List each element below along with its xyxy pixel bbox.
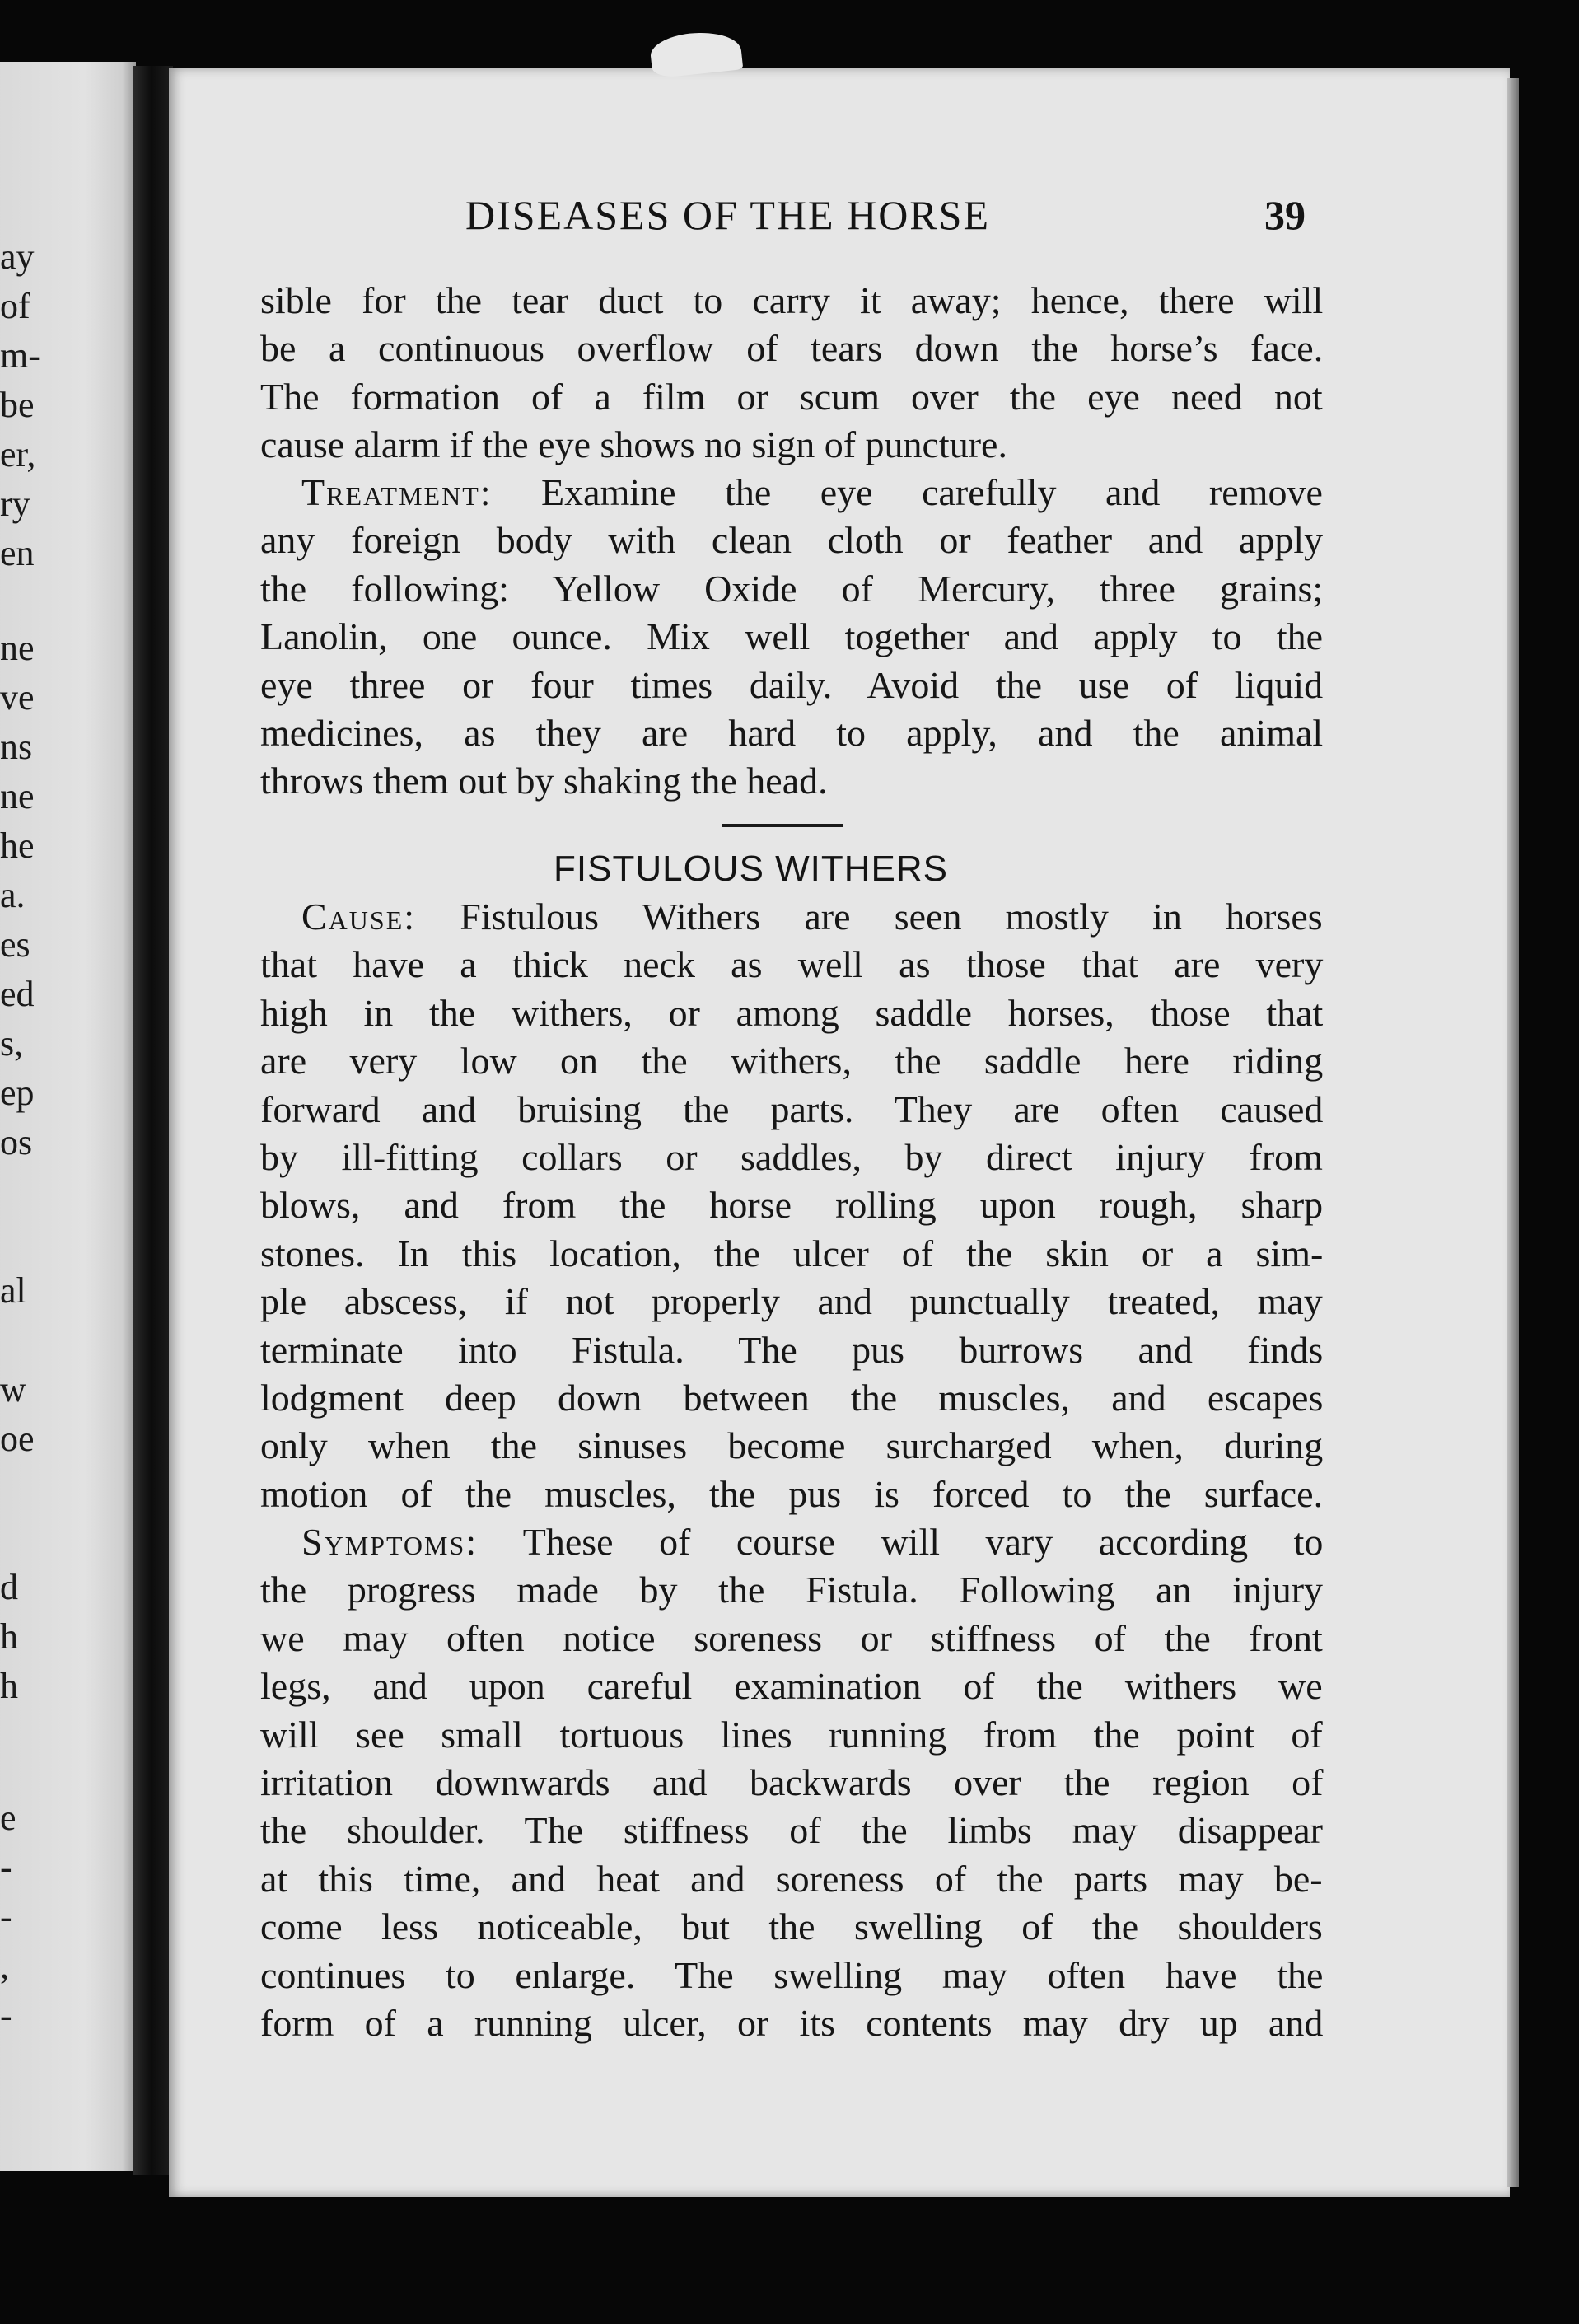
left-page-fragment: ep (0, 1073, 35, 1113)
cause-line: only when the sinuses become surcharged when, during (260, 1424, 1324, 1467)
cause-first-line-label: Cause: (301, 895, 417, 938)
left-page-fragment: ed (0, 974, 35, 1014)
paragraph-line: be a continuous overflow of tears down the horse’s face. (260, 327, 1324, 370)
symptoms-line: we may often notice soreness or stiffness of the front (260, 1616, 1323, 1659)
treatment-line: eye three or four times daily. Avoid the use of liquid (260, 663, 1324, 706)
left-page-fragment: ry (0, 484, 30, 524)
book-gutter (133, 66, 173, 2175)
left-page-fragment: h (0, 1666, 18, 1706)
running-title: DISEASES OF THE HORSE (465, 192, 990, 238)
left-page-fragment: h (0, 1616, 18, 1657)
left-page-fragment: a. (0, 875, 26, 915)
running-header (297, 191, 1306, 241)
left-page-fragment: he (0, 825, 35, 866)
cause-line: forward and bruising the parts. They are often caused (260, 1087, 1324, 1130)
symptoms-line: come less noticeable, but the swelling of the shoulders (260, 1905, 1323, 1948)
page-number: 39 (1264, 192, 1306, 238)
left-page-fragment: ne (0, 776, 35, 816)
left-page-fragment: ay (0, 236, 35, 277)
left-page-fragment: ve (0, 677, 35, 718)
section-heading: FISTULOUS WITHERS (554, 849, 949, 889)
left-page-fragment: oe (0, 1419, 35, 1459)
left-page-fragment: ne (0, 628, 35, 668)
symptoms-line: the shoulder. The stiffness of the limbs may disappear (260, 1809, 1323, 1852)
treatment-first-line (301, 471, 1323, 513)
treatment-first-line-label: Treatment: (301, 471, 493, 513)
page-edge-shadow (1507, 78, 1519, 2187)
left-page-fragment: d (0, 1567, 18, 1607)
treatment-line: throws them out by shaking the head. (260, 760, 828, 802)
left-page-fragment: - (0, 1847, 12, 1887)
symptoms-first-line (301, 1523, 1323, 1561)
left-page-fragment: er, (0, 434, 36, 475)
left-page-fragment: - (0, 1896, 12, 1937)
symptoms-line: continues to enlarge. The swelling may often have the (260, 1953, 1324, 1996)
cause-first-line-text: Fistulous Withers are seen mostly in horses (416, 895, 1323, 938)
paragraph-line: The formation of a film or scum over the eye need not (260, 375, 1323, 418)
left-page-fragment: os (0, 1122, 33, 1162)
left-page-fragment: , (0, 1946, 9, 1986)
left-page-fragment: e (0, 1798, 16, 1838)
cause-line: by ill-fitting collars or saddles, by direct injury from (260, 1136, 1323, 1178)
cause-line: motion of the muscles, the pus is forced to the surface. (260, 1472, 1324, 1515)
left-page-fragment: of (0, 286, 30, 326)
paragraph-line: cause alarm if the eye shows no sign of puncture. (260, 423, 1007, 466)
left-page-fragment: be (0, 385, 35, 425)
left-facing-page (0, 62, 136, 2171)
symptoms-line: legs, and upon careful examination of the withers we (260, 1665, 1323, 1708)
symptoms-line: form of a running ulcer, or its contents may dry up and (260, 2002, 1324, 2044)
cause-line: lodgment deep down between the muscles, and escapes (260, 1377, 1324, 1419)
symptoms-line: at this time, and heat and soreness of the parts may be- (260, 1857, 1323, 1900)
symptoms-line: the progress made by the Fistula. Following an injury (260, 1569, 1324, 1611)
cause-line: high in the withers, or among saddle horses, those that (260, 991, 1324, 1034)
left-page-fragment: s, (0, 1023, 24, 1064)
left-page-fragment: m- (0, 335, 40, 376)
cause-line: terminate into Fistula. The pus burrows and finds (260, 1328, 1324, 1371)
treatment-first-line-text: Examine the eye carefully and remove (492, 471, 1323, 513)
paragraph-line: sible for the tear duct to carry it away; hence, there will (260, 279, 1324, 321)
symptoms-first-line-text: These of course will vary according to (478, 1521, 1324, 1563)
cause-line: stones. In this location, the ulcer of the skin or a sim- (260, 1232, 1324, 1274)
symptoms-first-line-label: Symptoms: (301, 1521, 479, 1563)
cause-line: blows, and from the horse rolling upon rough, sharp (260, 1184, 1324, 1227)
left-page-fragment: al (0, 1270, 26, 1311)
symptoms-line: will see small tortuous lines running from the point of (260, 1713, 1323, 1756)
cause-line: ple abscess, if not properly and punctually treated, may (260, 1280, 1323, 1323)
treatment-line: any foreign body with clean cloth or feather and apply (260, 519, 1324, 562)
treatment-line: the following: Yellow Oxide of Mercury, three grains; (260, 567, 1324, 610)
section-divider-rule (722, 824, 843, 827)
left-page-fragment: w (0, 1369, 26, 1410)
left-page-fragment: - (0, 1995, 12, 2036)
treatment-line: Lanolin, one ounce. Mix well together and apply to the (260, 615, 1324, 658)
cause-line: are very low on the withers, the saddle here riding (260, 1040, 1324, 1083)
left-page-fragment: ns (0, 727, 33, 767)
left-page-fragment: en (0, 533, 35, 573)
cause-first-line (301, 895, 1323, 938)
symptoms-line: irritation downwards and backwards over the region of (260, 1761, 1324, 1803)
treatment-line: medicines, as they are hard to apply, and the animal (260, 712, 1324, 754)
cause-line: that have a thick neck as well as those that are very (260, 943, 1324, 986)
left-page-fragment: es (0, 924, 30, 965)
